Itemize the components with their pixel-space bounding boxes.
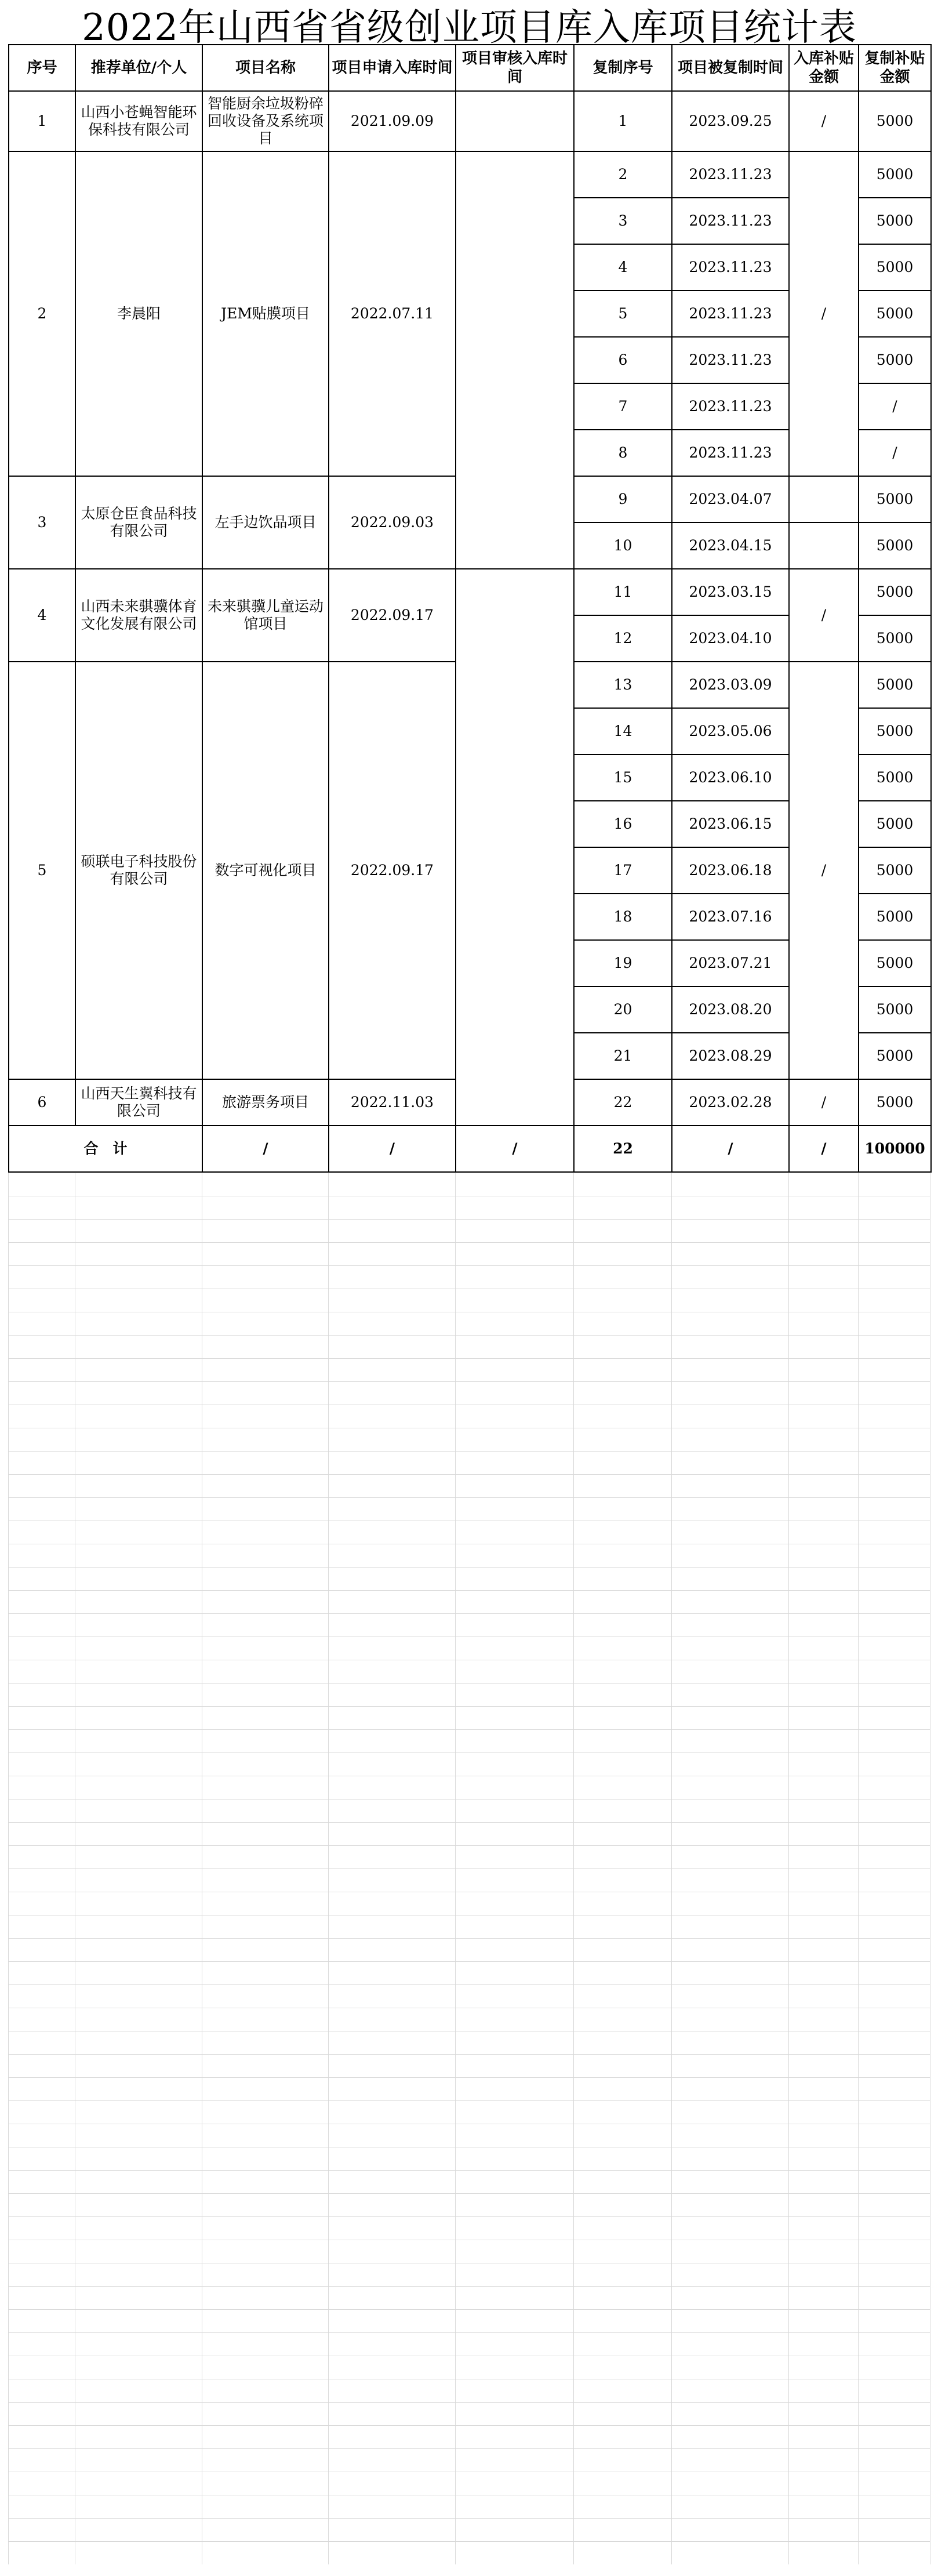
header-review-time[interactable]: 项目审核入库时间 [456,45,574,91]
cell-copy-seq[interactable]: 7 [574,383,672,430]
cell-copy-subsidy[interactable]: 5000 [859,801,931,847]
cell-project[interactable]: 左手边饮品项目 [202,476,329,569]
header-copy-time[interactable]: 项目被复制时间 [672,45,789,91]
cell-copy-seq[interactable]: 21 [574,1033,672,1079]
cell-copy-time[interactable]: 2023.11.23 [672,291,789,337]
cell-copy-time[interactable]: 2023.11.23 [672,151,789,198]
cell-copy-seq[interactable]: 4 [574,244,672,291]
cell-project[interactable]: 智能厨余垃圾粉碎回收设备及系统项目 [202,91,329,151]
grid-line [328,1173,329,2564]
cell-copy-seq[interactable]: 1 [574,91,672,151]
cell-copy-seq[interactable]: 8 [574,430,672,476]
cell-project[interactable]: JEM贴膜项目 [202,151,329,476]
spreadsheet [8,2,930,1173]
cell-apply-time[interactable]: 2022.07.11 [329,151,456,476]
cell-copy-time[interactable]: 2023.07.16 [672,894,789,940]
grid-line [858,1173,859,2564]
header-copy-seq[interactable]: 复制序号 [574,45,672,91]
total-entry-subsidy[interactable]: / [789,1126,859,1172]
total-copy-count[interactable]: 22 [574,1126,672,1172]
cell-copy-seq[interactable]: 15 [574,754,672,801]
cell-copy-subsidy[interactable]: 5000 [859,198,931,244]
cell-unit[interactable]: 李晨阳 [75,151,202,476]
header-unit[interactable]: 推荐单位/个人 [75,45,202,91]
cell-copy-time[interactable]: 2023.11.23 [672,244,789,291]
cell-copy-subsidy[interactable]: 5000 [859,986,931,1033]
cell-copy-subsidy[interactable]: 5000 [859,291,931,337]
cell-review-time[interactable] [456,151,574,569]
cell-copy-seq[interactable]: 19 [574,940,672,986]
cell-apply-time[interactable]: 2022.09.17 [329,569,456,662]
cell-copy-time[interactable]: 2023.05.06 [672,708,789,754]
cell-copy-subsidy[interactable]: 5000 [859,91,931,151]
cell-entry-subsidy[interactable] [789,476,859,523]
cell-copy-subsidy[interactable]: 5000 [859,523,931,569]
cell-copy-subsidy[interactable]: 5000 [859,1033,931,1079]
cell-copy-seq[interactable]: 17 [574,847,672,894]
cell-entry-subsidy[interactable]: / [789,569,859,662]
cell-copy-time[interactable]: 2023.04.15 [672,523,789,569]
cell-copy-time[interactable]: 2023.03.15 [672,569,789,615]
cell-copy-subsidy[interactable]: 5000 [859,1079,931,1126]
header-apply-time[interactable]: 项目申请入库时间 [329,45,456,91]
cell-apply-time[interactable]: 2021.09.09 [329,91,456,151]
cell-apply-time[interactable]: 2022.09.03 [329,476,456,569]
cell-copy-time[interactable]: 2023.07.21 [672,940,789,986]
project-table [8,44,932,1173]
cell-copy-time[interactable]: 2023.11.23 [672,383,789,430]
cell-copy-subsidy[interactable]: 5000 [859,151,931,198]
cell-copy-seq[interactable]: 11 [574,569,672,615]
total-label[interactable]: 合 计 [9,1126,202,1172]
cell-copy-seq[interactable]: 22 [574,1079,672,1126]
table-row [9,91,931,151]
cell-copy-time[interactable]: 2023.04.07 [672,476,789,523]
cell-copy-seq[interactable]: 14 [574,708,672,754]
header-entry-subsidy[interactable]: 入库补贴金额 [789,45,859,91]
cell-unit[interactable]: 山西未来骐骥体育文化发展有限公司 [75,569,202,662]
cell-copy-time[interactable]: 2023.08.29 [672,1033,789,1079]
cell-copy-subsidy[interactable]: 5000 [859,940,931,986]
grid-line [671,1173,672,2564]
total-review-time[interactable]: / [456,1126,574,1172]
cell-copy-subsidy[interactable]: 5000 [859,847,931,894]
cell-unit[interactable]: 山西天生翼科技有限公司 [75,1079,202,1126]
header-project[interactable]: 项目名称 [202,45,329,91]
cell-copy-seq[interactable]: 12 [574,615,672,662]
cell-apply-time[interactable]: 2022.11.03 [329,1079,456,1126]
cell-copy-subsidy[interactable]: 5000 [859,615,931,662]
cell-copy-subsidy[interactable]: 5000 [859,244,931,291]
cell-copy-seq[interactable]: 10 [574,523,672,569]
cell-copy-subsidy[interactable]: 5000 [859,894,931,940]
cell-copy-seq[interactable]: 3 [574,198,672,244]
cell-copy-time[interactable]: 2023.03.09 [672,662,789,708]
cell-apply-time[interactable]: 2022.09.17 [329,662,456,1079]
cell-copy-time[interactable]: 2023.11.23 [672,337,789,383]
cell-unit[interactable]: 太原仓臣食品科技有限公司 [75,476,202,569]
cell-entry-subsidy[interactable]: / [789,151,859,476]
cell-unit[interactable]: 硕联电子科技股份有限公司 [75,662,202,1079]
cell-unit[interactable]: 山西小苍蝇智能环保科技有限公司 [75,91,202,151]
cell-copy-seq[interactable]: 13 [574,662,672,708]
cell-copy-time[interactable]: 2023.06.18 [672,847,789,894]
cell-copy-subsidy[interactable]: 5000 [859,569,931,615]
cell-copy-seq[interactable]: 20 [574,986,672,1033]
table-row [9,569,931,615]
cell-copy-subsidy[interactable]: 5000 [859,476,931,523]
table-row [9,151,931,198]
total-project[interactable]: / [202,1126,329,1172]
cell-seq[interactable]: 1 [9,91,75,151]
cell-copy-time[interactable]: 2023.11.23 [672,430,789,476]
header-copy-subsidy[interactable]: 复制补贴金额 [859,45,931,91]
cell-copy-seq[interactable]: 2 [574,151,672,198]
cell-copy-time[interactable]: 2023.11.23 [672,198,789,244]
cell-copy-seq[interactable]: 6 [574,337,672,383]
cell-copy-subsidy[interactable]: 5000 [859,708,931,754]
cell-seq[interactable]: 4 [9,569,75,662]
cell-entry-subsidy[interactable] [789,523,859,569]
empty-grid-area [8,1173,930,2564]
cell-copy-time[interactable]: 2023.09.25 [672,91,789,151]
cell-copy-time[interactable]: 2023.06.10 [672,754,789,801]
cell-copy-seq[interactable]: 5 [574,291,672,337]
total-copy-time[interactable]: / [672,1126,789,1172]
cell-copy-subsidy[interactable]: 5000 [859,754,931,801]
cell-copy-seq[interactable]: 16 [574,801,672,847]
cell-copy-subsidy[interactable]: 5000 [859,337,931,383]
grid-line [455,1173,456,2564]
total-apply-time[interactable]: / [329,1126,456,1172]
cell-seq[interactable]: 6 [9,1079,75,1126]
cell-seq[interactable]: 5 [9,662,75,1079]
cell-project[interactable]: 数字可视化项目 [202,662,329,1079]
cell-copy-time[interactable]: 2023.06.15 [672,801,789,847]
cell-review-time[interactable] [456,569,574,1126]
cell-copy-seq[interactable]: 18 [574,894,672,940]
cell-copy-seq[interactable]: 9 [574,476,672,523]
header-row [9,45,931,91]
header-seq[interactable]: 序号 [9,45,75,91]
grid-line [8,1173,9,2564]
total-copy-subsidy[interactable]: 100000 [859,1126,931,1172]
grid-line [573,1173,574,2564]
cell-copy-subsidy[interactable]: / [859,383,931,430]
cell-review-time[interactable] [456,91,574,151]
cell-copy-time[interactable]: 2023.02.28 [672,1079,789,1126]
total-row [9,1126,931,1172]
cell-copy-subsidy[interactable]: 5000 [859,662,931,708]
cell-entry-subsidy[interactable]: / [789,662,859,1079]
cell-seq[interactable]: 2 [9,151,75,476]
cell-copy-subsidy[interactable]: / [859,430,931,476]
cell-project[interactable]: 旅游票务项目 [202,1079,329,1126]
cell-entry-subsidy[interactable]: / [789,91,859,151]
cell-seq[interactable]: 3 [9,476,75,569]
cell-copy-time[interactable]: 2023.04.10 [672,615,789,662]
sheet-title: 2022年山西省省级创业项目库入库项目统计表 [82,6,857,44]
cell-entry-subsidy[interactable]: / [789,1079,859,1126]
grid-line [788,1173,789,2564]
cell-project[interactable]: 未来骐骥儿童运动馆项目 [202,569,329,662]
cell-copy-time[interactable]: 2023.08.20 [672,986,789,1033]
